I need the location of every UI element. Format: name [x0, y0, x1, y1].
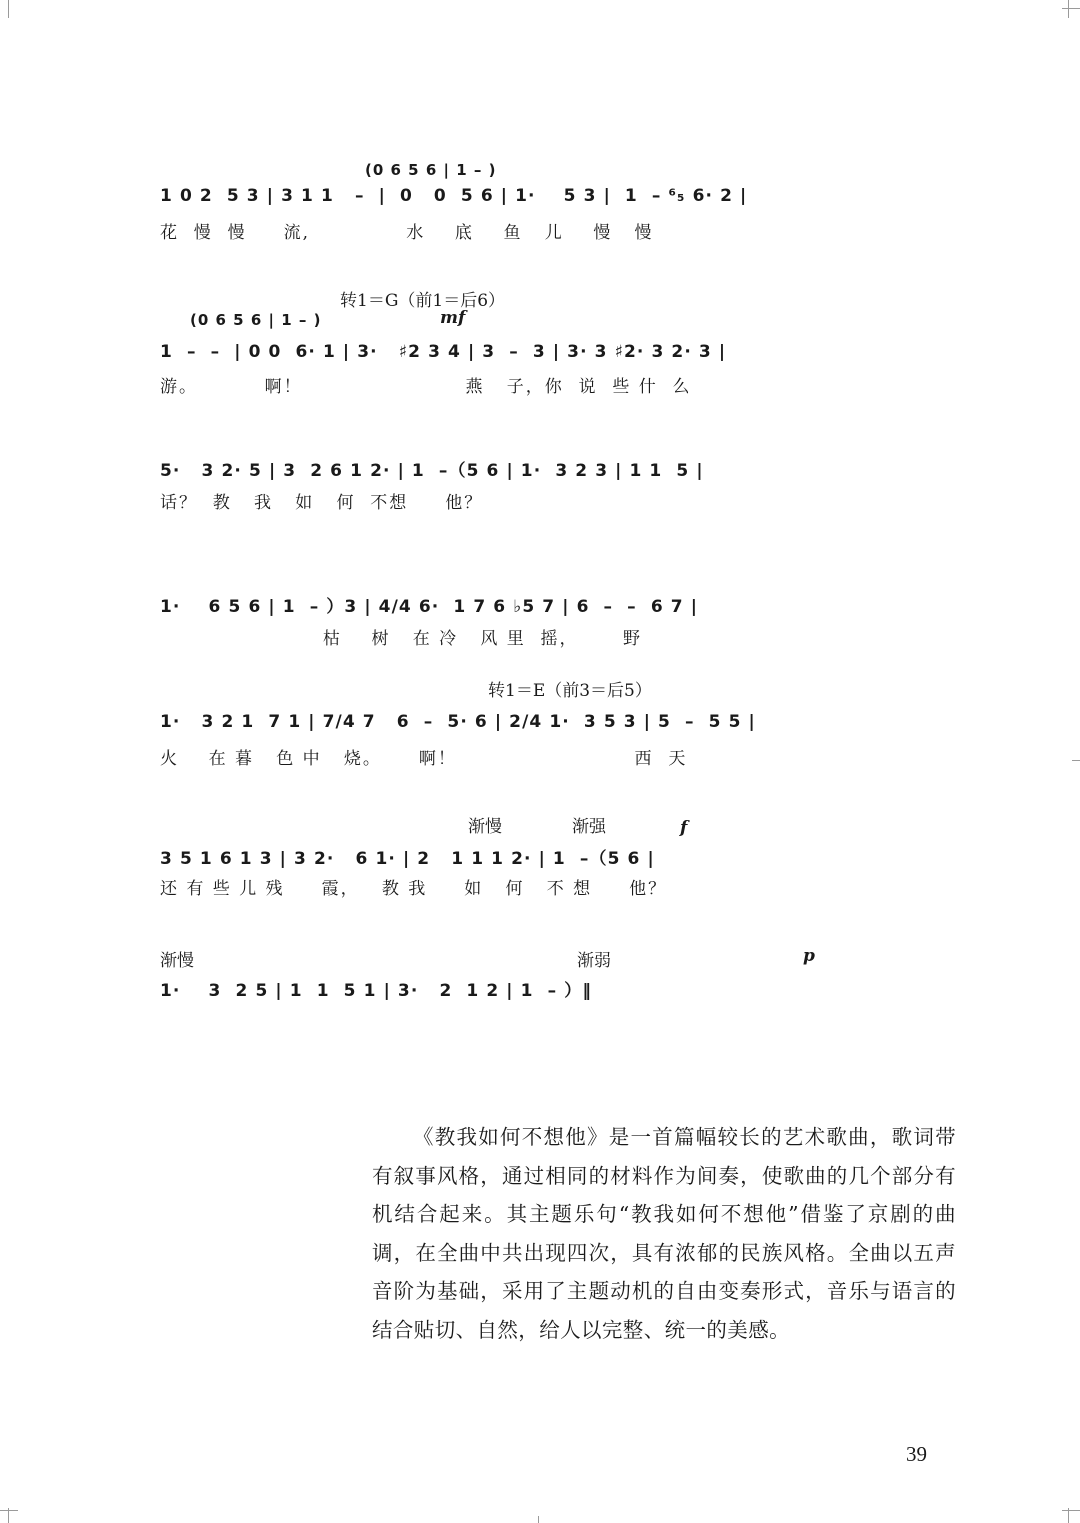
interlude-notation	[365, 160, 496, 180]
score-system-4	[160, 566, 950, 656]
article-paragraph: 《教我如何不想他》是一首篇幅较长的艺术歌曲，歌词带有叙事风格，通过相同的材料作为间奏，使歌曲的几个部分有机结合起来。其主题乐句“教我如何不想他”借鉴了京剧的曲调，在全曲中共出现四次，具有浓郁的民族风格。全曲以五声音阶为基础，采用了主题动机的自由变奏形式，音乐与语言的结合贴切、自然，给人以完整、统一的美感。	[372, 1125, 956, 1342]
crop-mark	[8, 1508, 9, 1523]
notation-line: 5· 3 2· 5 | 3 2 6 1 2· | 1 –（5 6 | 1· 3 2 3 | 1 1 5 |	[160, 461, 704, 481]
lyrics-line: 火 在 暮 色 中 烧。 啊！ 西 天	[160, 749, 688, 769]
tempo-marking: 渐慢	[160, 951, 194, 971]
notation-line: 1 0 2 5 3 | 3 1 1 – | 0 0 5 6 | 1· 5 3 | 1 – ⁶₅ 6· 2 |	[160, 186, 748, 206]
lyrics-line: 花 慢 慢 流, 水 底 鱼 儿 慢 慢	[160, 223, 654, 243]
score-system-2	[160, 291, 950, 397]
crop-mark	[0, 1510, 18, 1511]
key-change-annotation: 转1＝E（前3＝后5）	[488, 681, 652, 701]
crop-mark	[1062, 1510, 1080, 1511]
interlude-notes: (0 6 5 6 | 1 – )	[365, 161, 497, 179]
notation-line: 1· 3 2 5 | 1 1 5 1 | 3· 2 1 2 | 1 – ）‖	[160, 981, 592, 1001]
notation-line: 1· 6 5 6 | 1 – ）3 | 4/4 6· 1 7 6 ♭5 7 | 6 – – 6 7 |	[160, 597, 699, 617]
notation-line: 1· 3 2 1 7 1 | 7/4 7 6 – 5· 6 | 2/4 1· 3 5 3 | 5 – 5 5 |	[160, 712, 756, 732]
lyrics-line: 还 有 些 儿 残 霞， 教 我 如 何 不 想 他？	[160, 879, 668, 899]
score-system-1	[160, 160, 950, 250]
expression-marking: 渐强	[572, 817, 606, 837]
score-system-7	[160, 946, 950, 1036]
lyrics-line: 枯 树 在 冷 风 里 摇， 野	[160, 629, 642, 649]
score-system-3	[160, 430, 950, 520]
notation-line: 3 5 1 6 1 3 | 3 2· 6 1· | 2 1 1 1 2· | 1 –（5 6 |	[160, 849, 655, 869]
score-system-6	[160, 812, 950, 902]
key-change-annotation: 转1＝G（前1＝后6）	[340, 291, 506, 311]
dynamic-marking: mf	[440, 308, 466, 328]
notation-line: 1 – – | 0 0 6· 1 | 3· ♯2 3 4 | 3 – 3 | 3· 3 ♯2· 3 2· 3 |	[160, 342, 727, 362]
interlude-notation	[190, 310, 321, 330]
expression-marking: 渐弱	[577, 951, 611, 971]
lyrics-line: 游。 啊！ 燕 子，你 说 些 什 么	[160, 377, 692, 397]
dynamic-marking: p	[803, 946, 815, 966]
crop-mark	[538, 1516, 539, 1523]
dynamic-marking: f	[680, 818, 688, 838]
tempo-marking: 渐慢	[468, 817, 502, 837]
page-number: 39	[906, 1442, 927, 1466]
score-system-5	[160, 676, 950, 769]
interlude-notes: (0 6 5 6 | 1 – )	[190, 311, 322, 329]
lyrics-line: 话？ 教 我 如 何 不想 他？	[160, 493, 484, 513]
